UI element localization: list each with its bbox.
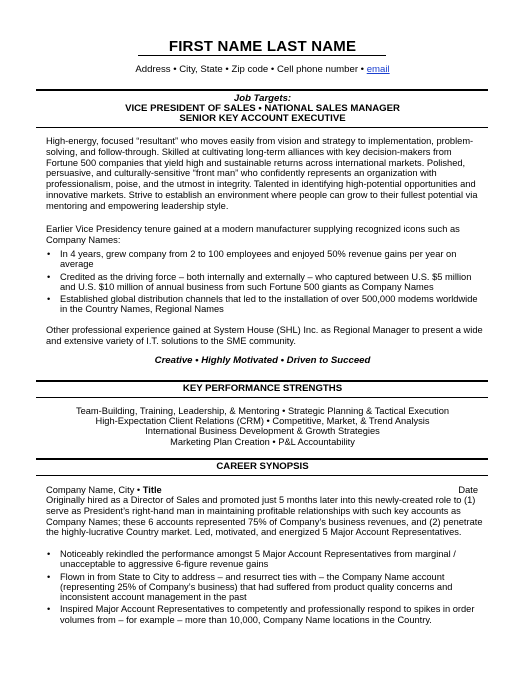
list-item — [46, 272, 486, 293]
strengths-top-rule — [36, 380, 488, 382]
email-link[interactable]: email — [366, 64, 390, 75]
job-targets-label: Job Targets: — [233, 93, 292, 104]
career-top-rule — [36, 458, 488, 460]
bullet-text: Flown in from State to City to address – and resurrect ties with – the Company Name account (representing 25% of Company’s business) that had suffered from product quality concerns and inconsistent account management in the past — [60, 571, 453, 603]
career-bullet-list — [46, 549, 486, 627]
bullet-text: Noticeably rekindled the performance amongst 5 Major Account Representatives from marginal / unacceptable to aggressive 6-figure revenue gains — [60, 549, 456, 570]
strength-line: International Business Development & Growth Strategies — [145, 426, 380, 437]
company-name: Company Name, City • — [46, 485, 143, 495]
strength-line: High-Expectation Client Relations (CRM) • Competitive, Market, & Trend Analysis — [95, 416, 430, 427]
bullet-text: Credited as the driving force – both internally and externally – who captured between U.S. $5 million and U.S. $10 million of annual business from such Fortune 500 giants as Company Names — [60, 271, 472, 292]
list-item — [46, 294, 486, 315]
bullet-icon: • — [47, 271, 51, 282]
career-intro: Originally hired as a Director of Sales and promoted just 5 months later into this newly-created role to (1) serve as President’s right-hand man in maintaining profitable relationships with such key accounts as Company Names; these 6 accounts represented 75% of Company’s business revenues, and (2) penetrate the highly-lucrative Country market. Led, motivated, and energized 5 Major Account Representatives. — [46, 495, 483, 538]
summary-paragraph-1: High-energy, focused “resultant” who moves easily from vision and strategy to implementation, problem-solving, and follow-through. Skilled at cultivating long-term alliances with key decision-makers from Fortune 500 companies that yield high and sustainable returns across international markets. Polished, persuasive, and culturally-sensitive “front man” who confidently represents an organization with professionalism, poise, and the utmost in integrity. Talented in identifying high-potential opportunities and innovative markets. Strive to establish an environment where people can grow to their fullest potential via mentoring and empowering leadership style. — [46, 136, 478, 211]
bullet-text: Inspired Major Account Representatives to competently and professionally respond to spikes in order volumes from – for example – more than 10,000, Company Name locations in the Country. — [60, 604, 475, 625]
strengths-bottom-rule — [36, 397, 488, 398]
candidate-name: FIRST NAME LAST NAME — [168, 38, 357, 55]
job-header — [46, 485, 478, 495]
career-bottom-rule — [36, 475, 488, 476]
summary-paragraph-2: Earlier Vice Presidency tenure gained at a modern manufacturer supplying recognized icons such as Company Names: — [46, 224, 460, 245]
name-divider — [138, 55, 386, 56]
bullet-icon: • — [47, 294, 51, 305]
bullet-icon: • — [47, 604, 51, 615]
job-date: Date — [458, 485, 478, 495]
job-targets-line-1: VICE PRESIDENT OF SALES • NATIONAL SALES MANAGER — [125, 103, 400, 114]
job-targets-top-rule — [36, 89, 488, 91]
bullet-icon: • — [47, 571, 51, 582]
contact-line — [0, 64, 525, 75]
list-item — [46, 249, 486, 270]
list-item — [46, 604, 486, 625]
summary-paragraph-3: Other professional experience gained at System House (SHL) Inc. as Regional Manager to present a wide and extensive variety of I.T. solutions to the SME community. — [46, 325, 483, 346]
job-title: Title — [142, 485, 162, 495]
strengths-list — [0, 406, 525, 447]
job-targets-bottom-rule — [36, 127, 488, 128]
bullet-text: Established global distribution channels that led to the installation of over 500,000 modems worldwide in the Country Names, Regional Names — [60, 294, 478, 315]
career-title: CAREER SYNOPSIS — [216, 461, 309, 472]
summary-bullet-list — [46, 249, 486, 317]
list-item — [46, 572, 486, 603]
job-targets-line-2: SENIOR KEY ACCOUNT EXECUTIVE — [179, 113, 346, 124]
strengths-title: KEY PERFORMANCE STRENGTHS — [182, 383, 343, 394]
bullet-icon: • — [47, 249, 51, 259]
contact-text: Address • City, State • Zip code • Cell phone number • — [135, 64, 365, 75]
bullet-text: In 4 years, grew company from 2 to 100 employees and enjoyed 50% revenue gains per year on average — [60, 249, 457, 270]
strength-line: Team-Building, Training, Leadership, & Mentoring • Strategic Planning & Tactical Execution — [75, 406, 450, 416]
tagline: Creative • Highly Motivated • Driven to Succeed — [154, 355, 371, 366]
strength-line: Marketing Plan Creation • P&L Accountability — [170, 436, 355, 447]
bullet-icon: • — [47, 549, 51, 559]
list-item — [46, 549, 486, 570]
